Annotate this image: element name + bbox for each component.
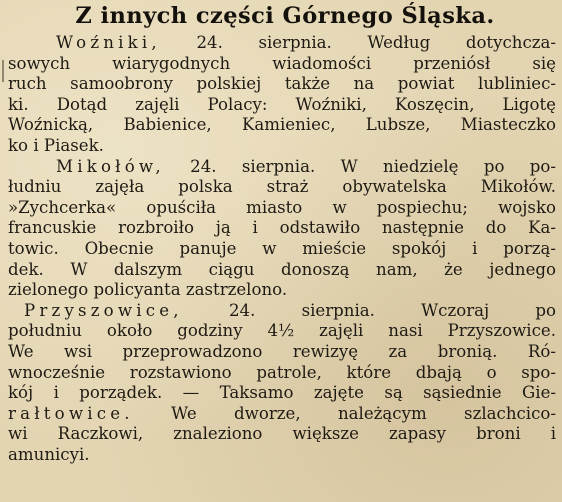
- newspaper-clipping: [8, 0, 556, 502]
- article-line: [8, 157, 556, 178]
- article-wozniki: [8, 33, 556, 157]
- article-line: dek. W dalszym ciągu donoszą nam, że jednego: [8, 259, 556, 279]
- article-line: zielonego policyanta zastrzelono.: [8, 280, 288, 300]
- place-name: Woźniki,: [56, 33, 161, 52]
- article-line: łudniu zajęła polska straż obywatelska Mikołów.: [8, 177, 556, 197]
- article-mikolow: [8, 157, 556, 301]
- article-line: ko i Piasek.: [8, 135, 104, 155]
- article-line: ruch samoobrony polskiej także na powiat lubliniec-: [8, 74, 556, 94]
- article-line: wnocześnie rozstawiono patrole, które dbają o spo-: [8, 362, 556, 382]
- article-line: We wsi przeprowadzono rewizyę za bronią. Ró-: [8, 341, 556, 361]
- article-line: kój i porządek. — Taksamo zajęte są sąsiednie Gie-: [8, 383, 556, 403]
- place-name: rałtowice.: [8, 403, 134, 423]
- article-line: Woźnicką, Babienice, Kamieniec, Lubsze, Miasteczko: [8, 115, 556, 135]
- article-line: ki. Dotąd zajęli Polacy: Woźniki, Koszęcin, Ligotę: [8, 94, 556, 114]
- article-line: francuskie rozbroiło ją i odstawiło następnie do Ka-: [8, 218, 556, 238]
- headline: Z innych części Górnego Śląska.: [75, 3, 495, 29]
- article-przyszowice: [8, 301, 556, 466]
- place-name: Przyszowice,: [24, 300, 183, 320]
- article-line: [8, 301, 556, 322]
- article-line: sowych wiarygodnych wiadomości przeniósł się: [8, 53, 556, 73]
- line-text: 24. sierpnia. Według dotychcza-: [160, 33, 556, 52]
- line-text: We dworze, należącym szlachcico-: [133, 403, 556, 423]
- place-name: Mikołów,: [56, 156, 165, 176]
- article-line: »Zychcerka« opuściła miasto w pospiechu; wojsko: [8, 197, 556, 217]
- line-text: 24. sierpnia. Wczoraj po: [182, 300, 556, 320]
- article-line: [8, 33, 556, 54]
- article-line: amunicyi.: [8, 444, 90, 464]
- line-text: 24. sierpnia. W niedzielę po po-: [164, 156, 556, 176]
- article-line: towic. Obecnie panuje w mieście spokój i porzą-: [8, 238, 556, 258]
- article-line: [8, 404, 556, 425]
- article-line: południu około godziny 4½ zajęli nasi Przyszowice.: [8, 321, 556, 341]
- article-line: wi Raczkowi, znaleziono większe zapasy broni i: [8, 424, 556, 444]
- print-mark: [2, 60, 4, 82]
- articles: [8, 33, 556, 465]
